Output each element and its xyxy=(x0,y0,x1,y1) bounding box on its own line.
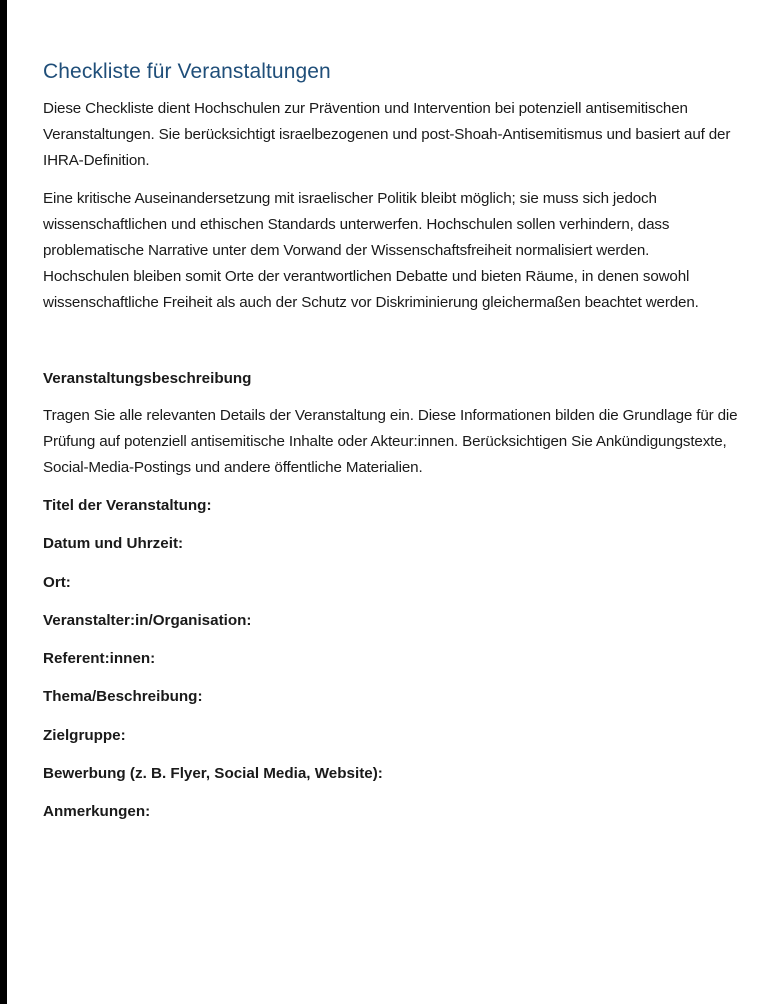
field-label-promotion: Bewerbung (z. B. Flyer, Social Media, Website): xyxy=(43,765,383,783)
field-label-date-time: Datum und Uhrzeit: xyxy=(43,535,184,553)
field-label-organizer: Veranstalter:in/Organisation: xyxy=(43,611,252,629)
page-title: Checkliste für Veranstaltungen xyxy=(43,60,331,83)
section-spacer xyxy=(43,328,738,366)
section-heading: Veranstaltungsbeschreibung xyxy=(43,370,252,387)
field-label-topic: Thema/Beschreibung: xyxy=(43,688,203,706)
intro-paragraph-1: Diese Checkliste dient Hochschulen zur Prävention und Intervention bei potenziell antisemitischen Veranstaltungen. Sie berücksichtigt israelbezogenen und post-Shoah-Antisemitismus und basiert auf der IHRA-Definition. xyxy=(43,100,731,169)
field-label-audience: Zielgruppe: xyxy=(43,726,126,744)
section-description: Tragen Sie alle relevanten Details der Veranstaltung ein. Diese Informationen bilden die Grundlage für die Prüfung auf potenziell antisemitische Inhalte oder Akteur:innen. Berücksichtigen Sie Ankündigungstexte, Social-Media-Postings und andere öffentliche Materialien. xyxy=(43,407,738,476)
field-list xyxy=(43,493,738,825)
field-label-location: Ort: xyxy=(43,573,71,591)
intro-paragraph-2: Eine kritische Auseinandersetzung mit israelischer Politik bleibt möglich; sie muss sich jedoch wissenschaftlichen und ethischen Standards unterwerfen. Hochschulen sollen verhindern, dass problematische Narrative unter dem Vorwand der Wissenschaftsfreiheit normalisiert werden. Hochschulen bleiben somit Orte der verantwortlichen Debatte und bieten Räume, in denen sowohl wissenschaftliche Freiheit als auch der Schutz vor Diskriminierung gleichermaßen beachtet werden. xyxy=(43,190,699,311)
document-page xyxy=(7,0,758,1004)
field-label-speakers: Referent:innen: xyxy=(43,650,156,668)
field-label-title: Titel der Veranstaltung: xyxy=(43,497,212,514)
field-label-notes: Anmerkungen: xyxy=(43,803,151,821)
